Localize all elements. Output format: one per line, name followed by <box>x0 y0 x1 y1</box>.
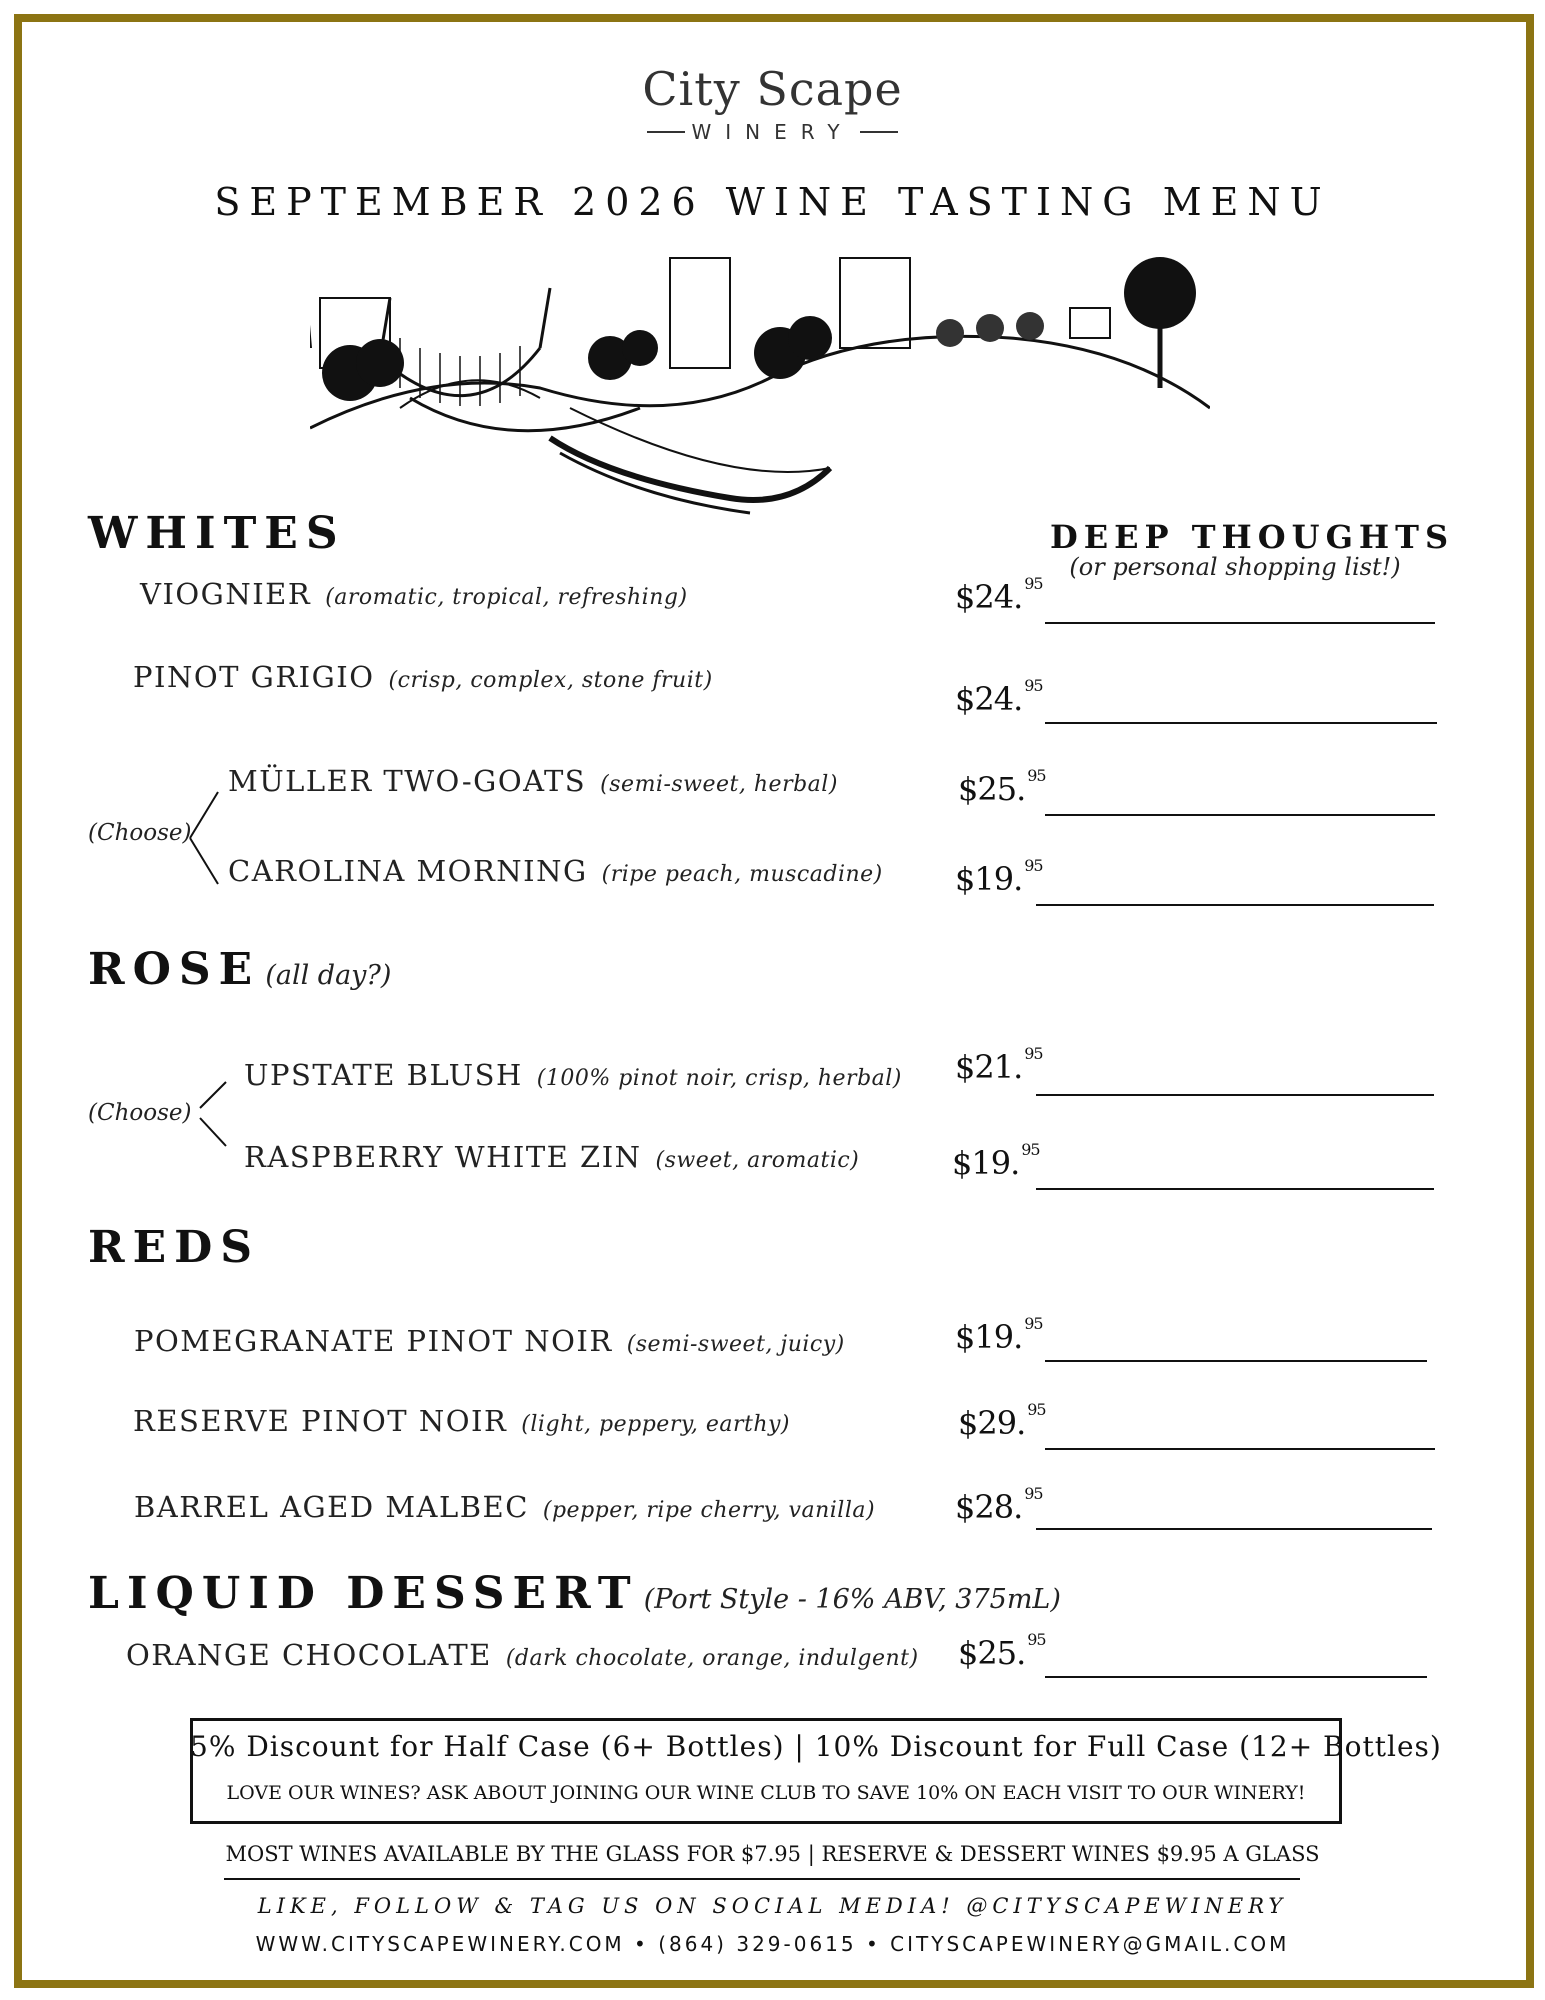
menu-title: SEPTEMBER 2026 WINE TASTING MENU <box>214 180 1331 224</box>
price-dollars: $25. <box>958 1634 1026 1672</box>
wine-description: (semi-sweet, herbal) <box>600 772 838 797</box>
wine-price <box>955 676 1043 718</box>
choose-bracket <box>186 788 222 888</box>
notes-line <box>1045 622 1435 624</box>
list-item <box>133 1404 790 1438</box>
price-dollars: $24. <box>955 578 1023 616</box>
list-item <box>244 1140 859 1174</box>
section-title-rose: ROSE <box>88 944 261 995</box>
price-dollars: $21. <box>955 1048 1023 1086</box>
wine-name: UPSTATE BLUSH <box>244 1058 523 1092</box>
list-item <box>228 854 883 888</box>
wine-description: (sweet, aromatic) <box>655 1148 860 1173</box>
wine-name: BARREL AGED MALBEC <box>134 1490 529 1524</box>
case-discount-text: 5% Discount for Half Case (6+ Bottles) | 10% Discount for Full Case (12+ Bottles) <box>190 1730 1442 1763</box>
list-item <box>134 1324 845 1358</box>
list-item <box>134 1490 875 1524</box>
price-dollars: $25. <box>958 770 1026 808</box>
brand-sub-text: WINERY <box>691 120 854 144</box>
notes-line <box>1045 1676 1427 1678</box>
wine-description: (aromatic, tropical, refreshing) <box>325 585 688 610</box>
list-item <box>140 577 688 611</box>
section-header-rose <box>88 944 391 995</box>
choose-label: (Choose) <box>88 820 192 846</box>
wine-name: POMEGRANATE PINOT NOIR <box>134 1324 613 1358</box>
list-item <box>126 1638 919 1672</box>
price-dollars: $19. <box>955 1318 1023 1356</box>
price-cents: 95 <box>1024 1314 1043 1333</box>
wine-description: (light, peppery, earthy) <box>521 1412 791 1437</box>
list-item <box>133 660 713 694</box>
price-cents: 95 <box>1027 766 1046 785</box>
list-item <box>228 764 838 798</box>
notes-line <box>1045 722 1437 724</box>
choose-label: (Choose) <box>88 1100 192 1126</box>
price-cents: 95 <box>1021 1140 1040 1159</box>
price-cents: 95 <box>1027 1630 1046 1649</box>
wine-description: (pepper, ripe cherry, vanilla) <box>542 1498 876 1523</box>
social-media-text: LIKE, FOLLOW & TAG US ON SOCIAL MEDIA! @CITYSCAPEWINERY <box>257 1894 1288 1918</box>
price-cents: 95 <box>1024 1484 1043 1503</box>
notes-line <box>1036 1188 1434 1190</box>
footer-divider <box>224 1878 1300 1880</box>
wine-name: VIOGNIER <box>140 577 312 611</box>
wine-price <box>955 574 1043 616</box>
wine-price <box>952 1140 1040 1182</box>
wine-name: MÜLLER TWO-GOATS <box>228 764 587 798</box>
price-dollars: $29. <box>958 1404 1026 1442</box>
wine-club-text: LOVE OUR WINES? ASK ABOUT JOINING OUR WINE CLUB TO SAVE 10% ON EACH VISIT TO OUR WINERY! <box>226 1782 1306 1804</box>
wine-price <box>955 1044 1043 1086</box>
deep-thoughts-subtitle: (or personal shopping list!) <box>1069 553 1401 581</box>
wine-price <box>958 1400 1046 1442</box>
price-dollars: $28. <box>955 1488 1023 1526</box>
notes-line <box>1045 1448 1435 1450</box>
section-title-dessert: LIQUID DESSERT <box>88 1568 639 1619</box>
by-the-glass-text: MOST WINES AVAILABLE BY THE GLASS FOR $7.95 | RESERVE & DESSERT WINES $9.95 A GLASS <box>225 1842 1320 1866</box>
wine-name: CAROLINA MORNING <box>228 854 588 888</box>
wine-description: (crisp, complex, stone fruit) <box>388 668 713 693</box>
notes-line <box>1036 904 1434 906</box>
section-note-dessert: (Port Style - 16% ABV, 375mL) <box>643 1584 1061 1615</box>
wine-description: (100% pinot noir, crisp, herbal) <box>536 1066 902 1091</box>
wine-name: RASPBERRY WHITE ZIN <box>244 1140 642 1174</box>
price-cents: 95 <box>1027 1400 1046 1419</box>
wine-name: PINOT GRIGIO <box>133 660 375 694</box>
section-title-whites: WHITES <box>88 508 346 559</box>
deep-thoughts-heading: DEEP THOUGHTS <box>1050 518 1455 556</box>
notes-line <box>1036 1094 1434 1096</box>
price-dollars: $19. <box>955 860 1023 898</box>
wine-description: (ripe peach, muscadine) <box>601 862 883 887</box>
choose-bracket <box>196 1078 232 1150</box>
section-header-dessert <box>88 1568 1061 1619</box>
wine-description: (semi-sweet, juicy) <box>626 1332 845 1357</box>
price-dollars: $24. <box>955 680 1023 718</box>
brand-logo-sub <box>0 120 1545 144</box>
wine-price <box>955 1314 1043 1356</box>
price-dollars: $19. <box>952 1144 1020 1182</box>
wine-price <box>955 856 1043 898</box>
wine-description: (dark chocolate, orange, indulgent) <box>505 1646 919 1671</box>
notes-line <box>1045 1360 1427 1362</box>
city-skyline-illustration <box>310 238 1210 528</box>
notes-line <box>1036 1528 1432 1530</box>
price-cents: 95 <box>1024 1044 1043 1063</box>
price-cents: 95 <box>1024 856 1043 875</box>
contact-info: WWW.CITYSCAPEWINERY.COM • (864) 329-0615 • CITYSCAPEWINERY@GMAIL.COM <box>255 1932 1290 1956</box>
section-title-reds: REDS <box>88 1222 261 1273</box>
notes-line <box>1045 814 1435 816</box>
brand-logo-name: City Scape <box>642 62 903 116</box>
wine-price <box>958 1630 1046 1672</box>
wine-name: RESERVE PINOT NOIR <box>133 1404 508 1438</box>
section-note-rose: (all day?) <box>265 960 392 991</box>
price-cents: 95 <box>1024 676 1043 695</box>
wine-price <box>955 1484 1043 1526</box>
wine-name: ORANGE CHOCOLATE <box>126 1638 492 1672</box>
list-item <box>244 1058 902 1092</box>
price-cents: 95 <box>1024 574 1043 593</box>
wine-price <box>958 766 1046 808</box>
